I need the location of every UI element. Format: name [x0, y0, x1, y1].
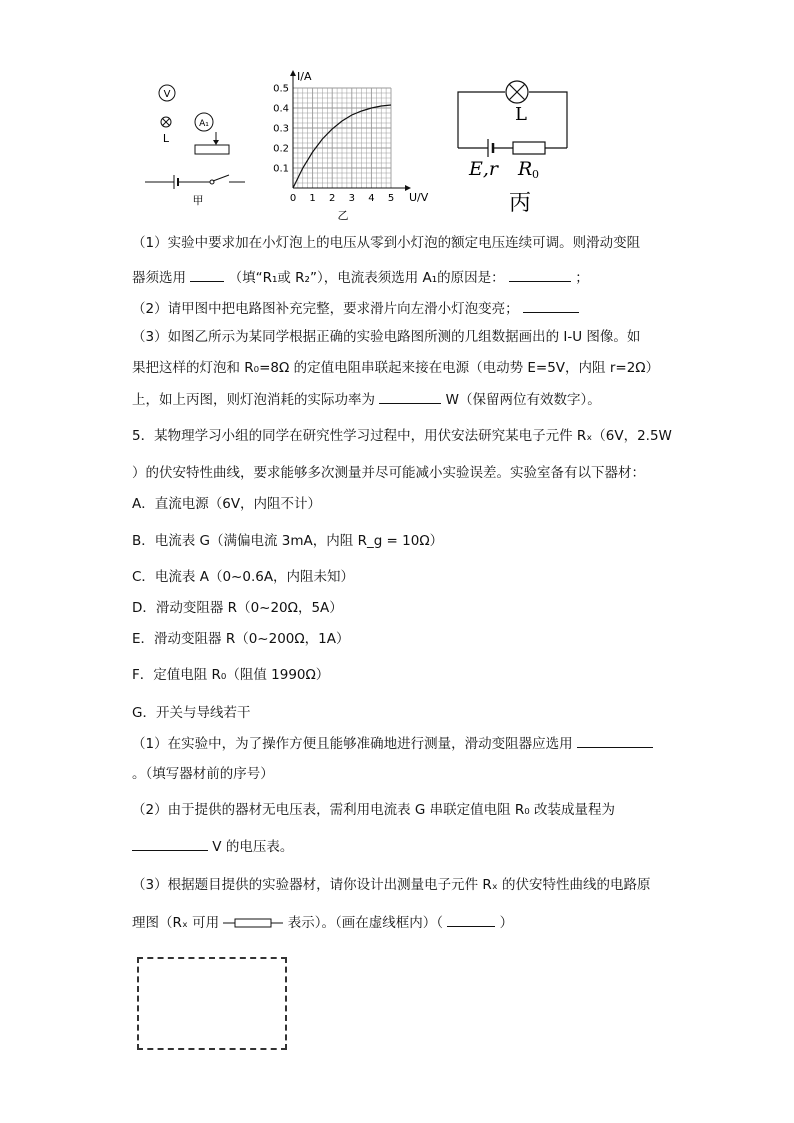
q5-sub1-text: （1）在实验中，为了操作方便且能够准确地进行测量，滑动变阻器应选用	[132, 736, 573, 752]
resistor-label-subscript: 0	[532, 168, 539, 181]
q5-sub3-line2	[132, 912, 513, 933]
lamp-label: L	[162, 132, 170, 145]
answer-blank-reason[interactable]	[509, 267, 571, 282]
q5-sub2-line2	[132, 836, 293, 857]
q5-intro-line2: ）的伏安特性曲线，要求能够多次测量并尽可能减小实验误差。实验室备有以下器材：	[132, 465, 645, 481]
chart-grid	[293, 88, 391, 188]
answer-blank-part2[interactable]	[523, 298, 579, 313]
q4-part2-line	[132, 298, 579, 319]
lamp-label: L	[515, 104, 527, 125]
chart-y-tick-label: 0.1	[273, 163, 289, 175]
q4-part1-line1: （1）实验中要求加在小灯泡上的电压从零到小灯泡的额定电压连续可调。则滑动变阻	[132, 235, 641, 251]
q5-sub1-line1	[132, 733, 653, 754]
ammeter-symbol: A₁	[199, 119, 209, 129]
q5-item-g: G．开关与导线若干	[132, 705, 251, 721]
q5-item-a: A．直流电源（6V，内阻不计）	[132, 496, 322, 512]
q5-sub2-text: V 的电压表。	[212, 839, 294, 855]
q5-sub3-text-c: ）	[499, 915, 514, 931]
q5-sub3-text-b: 表示）。（画在虚线框内）（	[287, 915, 444, 931]
chart-y-tick-label: 0.5	[273, 83, 289, 95]
q4-part1-text-b: （填“R₁或 R₂”），电流表须选用 A₁的原因是：	[228, 270, 505, 286]
figure-bing-caption: 丙	[508, 191, 532, 216]
answer-blank-voltmeter-range[interactable]	[132, 836, 208, 851]
answer-blank-power[interactable]	[379, 389, 441, 404]
answer-blank-rheostat[interactable]	[190, 267, 224, 282]
figure-yi-chart	[265, 60, 429, 225]
rheostat-icon	[195, 145, 229, 154]
chart-y-tick-label: 0.4	[273, 103, 289, 115]
chart-x-axis-label: U/V	[409, 191, 429, 204]
q5-sub3-line1: （3）根据题目提供的实验器材，请你设计出测量电子元件 Rₓ 的伏安特性曲线的电路原	[132, 877, 651, 893]
figure-jia	[140, 78, 250, 213]
q4-part3-text-b: W（保留两位有效数字）。	[445, 392, 601, 408]
resistor-icon	[513, 142, 545, 154]
q5-item-d: D．滑动变阻器 R（0~20Ω，5A）	[132, 600, 343, 616]
q5-item-c: C．电流表 A（0~0.6A，内阻未知）	[132, 569, 355, 585]
resistor-label: R	[518, 158, 533, 180]
figure-bing	[448, 75, 578, 220]
chart-x-tick-label: 3	[348, 193, 355, 204]
q5-sub3-text-a: 理图（Rₓ 可用	[132, 915, 220, 931]
q4-part3-line1: （3）如图乙所示为某同学根据正确的实验电路图所测的几组数据画出的 I-U 图像。如	[132, 329, 641, 345]
q4-part1-text-a: 器须选用	[132, 270, 186, 286]
chart-y-tick-label: 0.3	[273, 123, 289, 135]
q4-part3-text-a: 上，如上丙图，则灯泡消耗的实际功率为	[132, 392, 375, 408]
circuit-drawing-area[interactable]	[137, 957, 287, 1050]
q4-part3-line3	[132, 389, 601, 410]
resistor-symbol-icon	[223, 917, 283, 929]
q4-part2-text: （2）请甲图中把电路图补充完整，要求滑片向左滑小灯泡变亮；	[132, 301, 519, 317]
q4-part3-line2: 果把这样的灯泡和 R₀=8Ω 的定值电阻串联起来接在电源（电动势 E=5V，内阻 r=2Ω）	[132, 360, 660, 376]
q4-part1-line2	[132, 267, 589, 288]
q5-sub2-line1: （2）由于提供的器材无电压表，需利用电流表 G 串联定值电阻 R₀ 改装成量程为	[132, 802, 616, 818]
answer-blank-rheostat-choice[interactable]	[577, 733, 653, 748]
chart-x-tick-label: 4	[368, 193, 375, 204]
y-axis-arrow-icon	[290, 70, 296, 76]
chart-x-tick-label: 0	[289, 193, 297, 204]
q5-item-f: F．定值电阻 R₀（阻值 1990Ω）	[132, 667, 330, 683]
chart-x-tick-label: 2	[329, 193, 336, 204]
chart-ticks	[273, 84, 394, 205]
q4-part1-text-c: ；	[575, 270, 589, 286]
chart-x-tick-label: 1	[309, 193, 316, 204]
q5-sub1-line2: 。（填写器材前的序号）	[132, 766, 274, 782]
q5-item-b: B．电流表 G（满偏电流 3mA，内阻 R_g = 10Ω）	[132, 533, 444, 549]
figure-yi-caption: 乙	[337, 209, 349, 222]
chart-y-tick-label: 0.2	[273, 143, 289, 155]
q5-intro-line1: 5．某物理学习小组的同学在研究性学习过程中，用伏安法研究某电子元件 Rₓ（6V，2.5W	[132, 428, 672, 444]
figure-jia-caption: 甲	[192, 194, 204, 207]
source-label: E,r	[469, 158, 498, 180]
voltmeter-symbol: V	[163, 89, 171, 100]
answer-blank-circuit[interactable]	[447, 912, 495, 927]
chart-y-axis-label: I/A	[297, 70, 312, 83]
q5-item-e: E．滑动变阻器 R（0~200Ω，1A）	[132, 631, 350, 647]
chart-x-tick-label: 5	[387, 193, 395, 204]
